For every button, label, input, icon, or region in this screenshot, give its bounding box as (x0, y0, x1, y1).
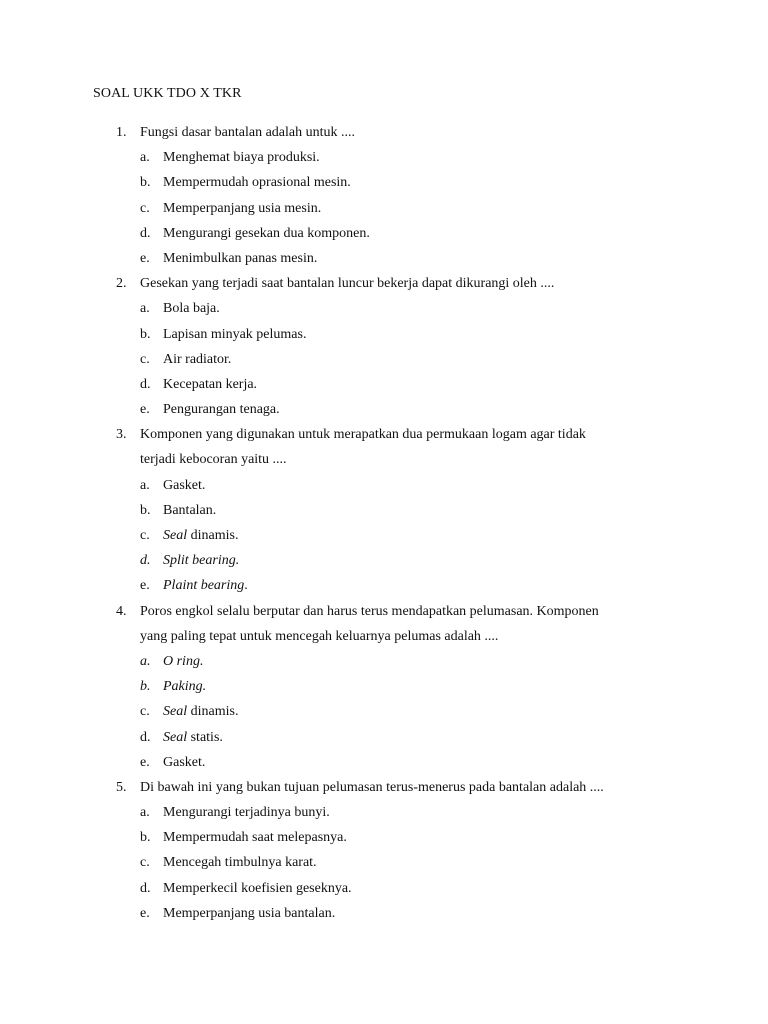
question-line-continued (0, 624, 768, 649)
option-letter: c. (140, 704, 150, 720)
option-text (163, 246, 317, 271)
answer-option (0, 725, 768, 750)
option-letter: a. (140, 150, 150, 166)
option-text (163, 800, 330, 825)
option-text-part: Mengurangi terjadinya bunyi. (163, 805, 330, 821)
option-text (163, 196, 321, 221)
answer-option (0, 825, 768, 850)
answer-option (0, 170, 768, 195)
option-letter: c. (140, 200, 150, 216)
option-text-part: Lapisan minyak pelumas. (163, 326, 307, 342)
option-text (163, 322, 306, 347)
answer-option (0, 649, 768, 674)
option-text-part: Pengurangan tenaga. (163, 402, 280, 418)
question-line-continued (0, 447, 768, 472)
question-line (0, 599, 768, 624)
question-number: 2. (116, 276, 127, 292)
option-text (163, 498, 216, 523)
answer-option (0, 523, 768, 548)
option-text-italic: Plaint bearing (163, 578, 245, 594)
option-text-italic: Seal (163, 528, 188, 543)
option-text (163, 397, 280, 422)
answer-option (0, 145, 768, 170)
option-letter: b. (140, 326, 151, 342)
answer-option (0, 372, 768, 397)
question-text: Fungsi dasar bantalan adalah untuk .... (140, 125, 356, 140)
question-number: 4. (116, 603, 127, 619)
question-list (0, 120, 768, 926)
option-letter: b. (140, 502, 151, 518)
question-number: 3. (116, 427, 127, 443)
question-number: 1. (116, 125, 127, 140)
option-text (163, 372, 257, 397)
option-text (163, 649, 203, 674)
option-text (163, 145, 320, 170)
answer-option (0, 397, 768, 422)
option-letter: b. (140, 830, 151, 846)
question-text: Gesekan yang terjadi saat bantalan luncur bekerja dapat dikurangi oleh .... (140, 276, 555, 292)
question-text: yang paling tepat untuk mencegah keluarnya pelumas adalah .... (140, 628, 499, 644)
question-text: Poros engkol selalu berputar dan harus terus mendapatkan pelumasan. Komponen (140, 603, 599, 619)
answer-option (0, 750, 768, 775)
option-text (163, 573, 248, 598)
option-letter: e. (140, 754, 150, 770)
question-text: Di bawah ini yang bukan tujuan pelumasan terus-menerus pada bantalan adalah .... (140, 779, 604, 795)
answer-option (0, 901, 768, 926)
option-text-italic: Split bearing. (163, 553, 240, 569)
option-letter: d. (140, 880, 151, 896)
option-text (163, 750, 205, 775)
option-letter: c. (140, 855, 150, 871)
option-letter: d. (140, 729, 151, 745)
option-text-italic: O ring. (163, 653, 204, 669)
option-letter: b. (140, 175, 151, 191)
option-letter: e. (140, 250, 150, 266)
option-text-part: Menghemat biaya produksi. (163, 150, 320, 166)
option-text-part: Kecepatan kerja. (163, 376, 258, 392)
page-title: SOAL UKK TDO X TKR (93, 86, 242, 101)
answer-option (0, 296, 768, 321)
question-line (0, 120, 768, 145)
option-text-part: Air radiator. (163, 351, 232, 367)
question-text: terjadi kebocoran yaitu .... (140, 452, 287, 468)
answer-option (0, 800, 768, 825)
answer-option (0, 573, 768, 598)
option-text (163, 296, 220, 321)
option-text-part: Bola baja. (163, 301, 220, 317)
option-letter: a. (140, 653, 151, 669)
answer-option (0, 322, 768, 347)
question-line (0, 271, 768, 296)
option-text (163, 901, 335, 926)
option-text-part: Mengurangi gesekan dua komponen. (163, 225, 370, 241)
option-text (163, 876, 352, 901)
option-letter: b. (140, 679, 151, 695)
answer-option (0, 221, 768, 246)
option-letter: a. (140, 301, 150, 317)
option-text-italic: Seal (163, 729, 188, 745)
option-text-part: dinamis. (187, 704, 239, 720)
option-text-part: Bantalan. (163, 502, 217, 518)
option-text-part: Menimbulkan panas mesin. (163, 250, 318, 266)
option-text (163, 674, 206, 699)
option-text-part: Gasket. (163, 477, 206, 493)
option-letter: e. (140, 402, 150, 418)
question-number: 5. (116, 779, 127, 795)
option-text (163, 347, 231, 372)
answer-option (0, 850, 768, 875)
question-line (0, 422, 768, 447)
answer-option (0, 699, 768, 724)
answer-option (0, 196, 768, 221)
answer-option (0, 473, 768, 498)
option-text (163, 170, 351, 195)
option-letter: d. (140, 225, 151, 241)
option-text-part: Mempermudah oprasional mesin. (163, 175, 351, 191)
option-text-part: . (244, 578, 248, 594)
answer-option (0, 347, 768, 372)
question-text: Komponen yang digunakan untuk merapatkan dua permukaan logam agar tidak (140, 427, 586, 443)
option-letter: a. (140, 477, 150, 493)
option-letter: e. (140, 578, 150, 594)
question-line (0, 775, 768, 800)
option-text-part: statis. (187, 729, 223, 745)
option-text-part: Gasket. (163, 754, 206, 770)
option-letter: a. (140, 805, 150, 821)
option-text (163, 699, 238, 724)
option-text (163, 725, 223, 750)
option-letter: d. (140, 553, 151, 569)
option-text-part: Memperpanjang usia mesin. (163, 200, 322, 216)
option-text-part: Mempermudah saat melepasnya. (163, 830, 347, 846)
answer-option (0, 498, 768, 523)
option-text-part: Memperpanjang usia bantalan. (163, 905, 336, 921)
option-text (163, 850, 317, 875)
option-letter: c. (140, 351, 150, 367)
option-text-part: Mencegah timbulnya karat. (163, 855, 317, 871)
answer-option (0, 548, 768, 573)
option-text-part: Memperkecil koefisien geseknya. (163, 880, 352, 896)
option-text-part: dinamis. (187, 528, 239, 543)
option-text (163, 221, 370, 246)
option-text-italic: Paking. (163, 679, 207, 695)
answer-option (0, 674, 768, 699)
option-letter: e. (140, 905, 150, 921)
option-text (163, 825, 347, 850)
option-text (163, 473, 205, 498)
option-text (163, 523, 238, 548)
answer-option (0, 246, 768, 271)
option-text (163, 548, 239, 573)
option-letter: c. (140, 528, 150, 543)
answer-option (0, 876, 768, 901)
option-text-italic: Seal (163, 704, 188, 720)
option-letter: d. (140, 376, 151, 392)
